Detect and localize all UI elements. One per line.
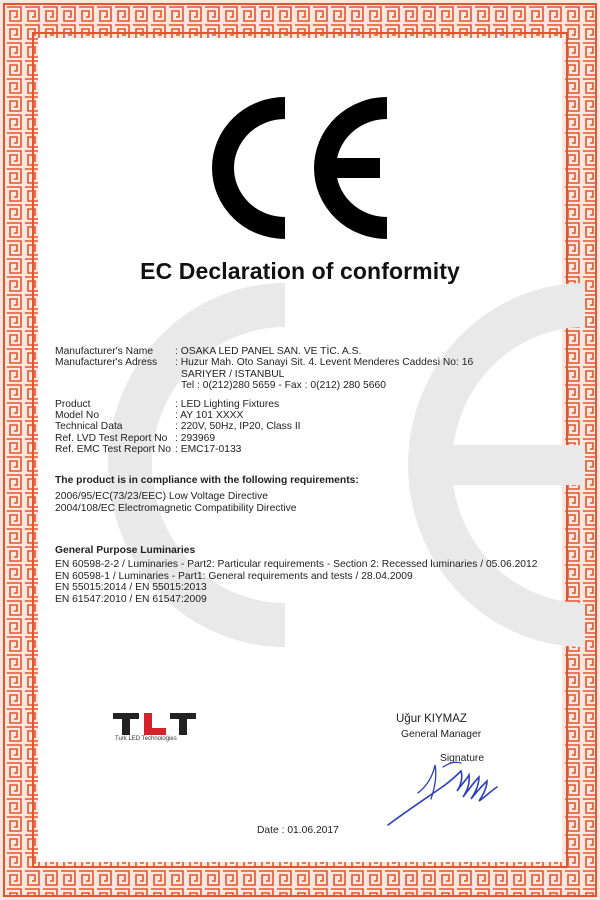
ce-logo [205, 97, 395, 239]
standard-item: EN 60598-1 / Luminaries - Part1: General requirements and tests / 28.04.2009 [55, 570, 413, 582]
details-block [55, 346, 473, 456]
compliance-item: 2004/108/EC Electromagnetic Compatibility Directive [55, 502, 297, 514]
compliance-section [55, 475, 359, 514]
model-row: Model No : AY 101 XXXX [55, 410, 244, 422]
document-title: EC Declaration of conformity [140, 258, 460, 284]
signatory-title: General Manager [401, 729, 482, 740]
standard-item: EN 61547:2010 / EN 61547:2009 [55, 593, 207, 605]
product-row: Product : LED Lighting Fixtures [55, 398, 280, 410]
manufacturer-address-row: Manufacturer's Adress : Huzur Mah. Oto Sanayi Sit. 4. Levent Menderes Caddesi No: 16 [55, 357, 474, 369]
tlt-logo-icon [113, 713, 203, 735]
standard-item: EN 60598-2-2 / Luminaries - Part2: Particular requirements - Section 2: Recessed luminaries / 05.06.2012 [55, 559, 538, 571]
address-line-2: SARIYER / ISTANBUL [181, 368, 285, 380]
standards-heading: General Purpose Luminaries [55, 545, 196, 556]
compliance-item: 2006/95/EC(73/23/EEC) Low Voltage Directive [55, 491, 268, 503]
standards-section [55, 545, 537, 605]
technical-data-row: Technical Data : 220V, 50Hz, IP20, Class II [55, 421, 301, 433]
manufacturer-name-row: Manufacturer's Name : OSAKA LED PANEL SAN. VE TİC. A.S. [55, 346, 362, 357]
handwritten-signature [383, 745, 503, 830]
logo-subtitle: Turk LED Technologies [115, 736, 177, 742]
lvd-report-row: Ref. LVD Test Report No : 293969 [55, 432, 216, 444]
emc-report-row: Ref. EMC Test Report No : EMC17-0133 [55, 444, 242, 456]
issue-date: Date : 01.06.2017 [257, 825, 339, 836]
signature-label: Signature [440, 753, 485, 764]
signatory-name: Uğur KIYMAZ [396, 713, 467, 725]
standard-item: EN 55015:2014 / EN 55015:2013 [55, 582, 207, 594]
compliance-heading: The product is in compliance with the following requirements: [55, 475, 359, 486]
company-logo [113, 713, 203, 742]
contact-line: Tel : 0(212)280 5659 - Fax : 0(212) 280 5660 [181, 380, 386, 392]
